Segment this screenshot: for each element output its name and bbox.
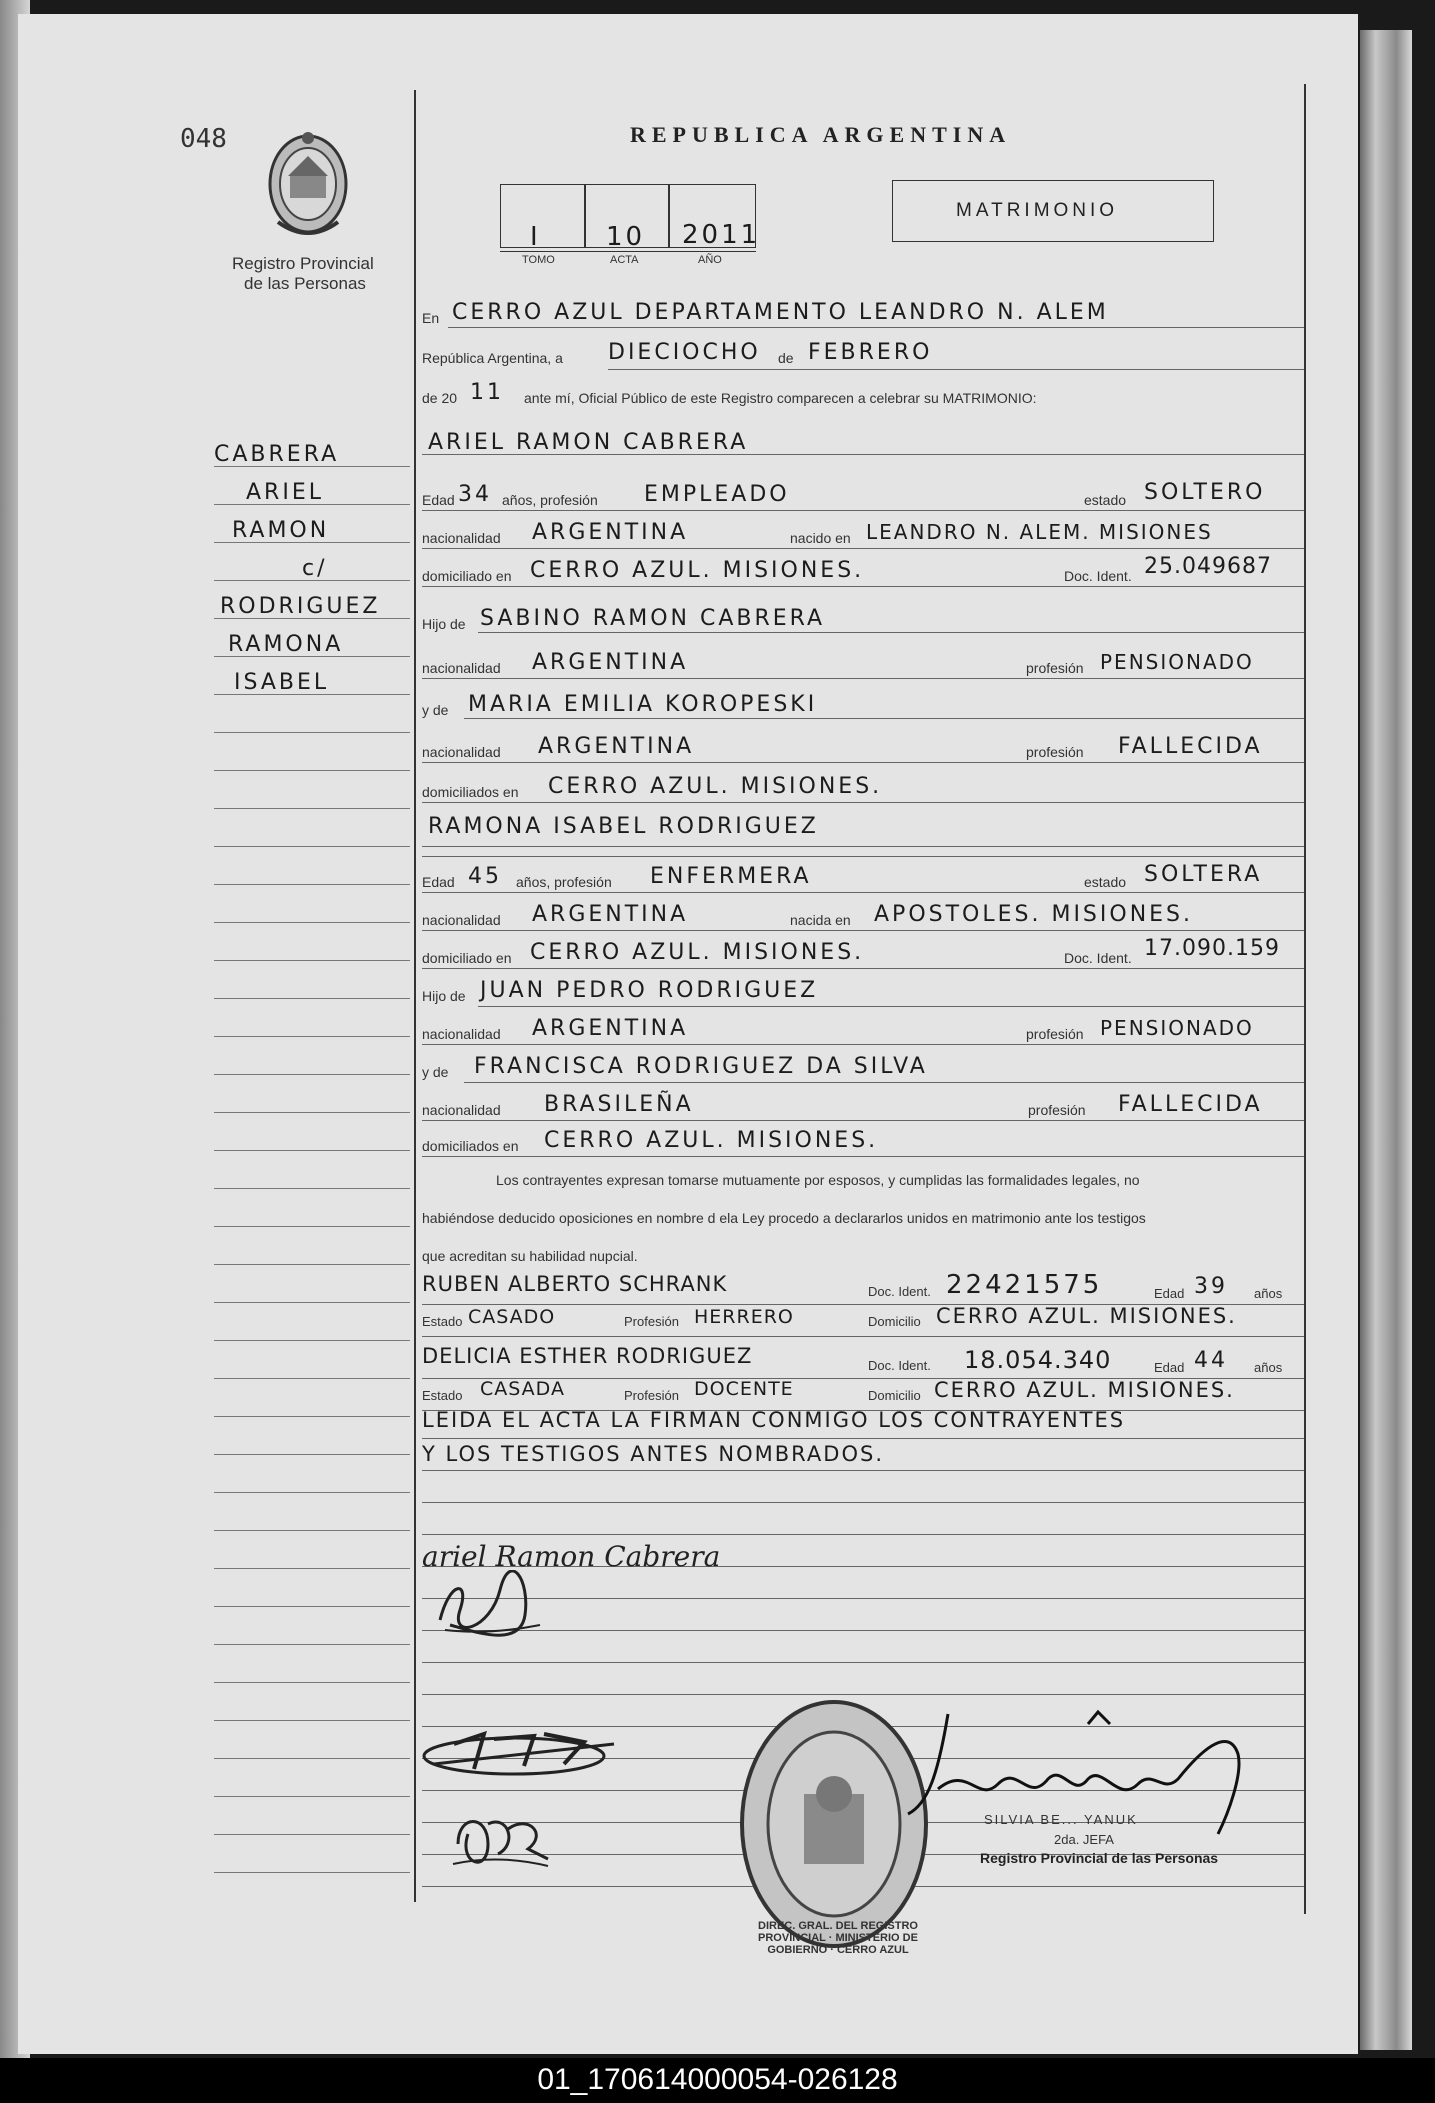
groom-father-profession: PENSIONADO bbox=[1100, 650, 1254, 674]
acta-label: ACTA bbox=[610, 254, 639, 266]
groom-parents-domicile: CERRO AZUL. MISIONES. bbox=[548, 774, 883, 799]
official-name: SILVIA BE... YANUK bbox=[984, 1812, 1138, 1827]
witness2-status: CASADA bbox=[480, 1378, 565, 1400]
estado-label: Estado bbox=[422, 1388, 463, 1403]
declaration-line: Los contrayentes expresan tomarse mutuamente por esposos, y cumplidas las formalidades legales, no bbox=[496, 1172, 1140, 1188]
profesion-label: Profesión bbox=[624, 1388, 679, 1403]
anio-value: 2011 bbox=[682, 220, 761, 250]
profesion-label: Profesión bbox=[624, 1314, 679, 1329]
month-value: FEBRERO bbox=[808, 340, 933, 365]
domiciliados-label: domiciliados en bbox=[422, 1138, 519, 1154]
closing-line: Y LOS TESTIGOS ANTES NOMBRADOS. bbox=[422, 1442, 884, 1466]
official-title: 2da. JEFA bbox=[1054, 1832, 1114, 1847]
margin-note-line: c/ bbox=[302, 556, 328, 581]
yde-label: y de bbox=[422, 702, 449, 718]
closing-line: LEIDA EL ACTA LA FIRMAN CONMIGO LOS CONTRAYENTES bbox=[422, 1408, 1126, 1432]
nacionalidad-label: nacionalidad bbox=[422, 744, 501, 760]
witness1-signature bbox=[414, 1714, 634, 1794]
witness2-name: DELICIA ESTHER RODRIGUEZ bbox=[422, 1344, 753, 1368]
groom-age: 34 bbox=[458, 482, 492, 507]
declaration-line: que acreditan su habilidad nupcial. bbox=[422, 1248, 638, 1264]
witness2-age: 44 bbox=[1194, 1348, 1228, 1373]
anio-label: AÑO bbox=[698, 254, 722, 266]
margin-note-line: RODRIGUEZ bbox=[220, 594, 381, 619]
image-id-bar: 01_170614000054-026128 bbox=[0, 2058, 1435, 2103]
place-value: CERRO AZUL DEPARTAMENTO LEANDRO N. ALEM bbox=[452, 300, 1109, 325]
profesion-label: años, profesión bbox=[516, 874, 612, 890]
witness1-name: RUBEN ALBERTO SCHRANK bbox=[422, 1272, 728, 1296]
bride-signature bbox=[430, 1570, 550, 1640]
day-value: DIECIOCHO bbox=[608, 340, 761, 365]
anos-label: años bbox=[1254, 1360, 1283, 1375]
domiciliados-label: domiciliados en bbox=[422, 784, 519, 800]
doc-label: Doc. Ident. bbox=[1064, 568, 1132, 584]
edad-label: Edad bbox=[422, 874, 455, 890]
book-page-edges bbox=[1360, 30, 1412, 2050]
groom-domicile: CERRO AZUL. MISIONES. bbox=[530, 558, 865, 583]
edad-label: Edad bbox=[1154, 1360, 1185, 1375]
margin-note-line: ARIEL bbox=[246, 480, 324, 505]
groom-father: SABINO RAMON CABRERA bbox=[480, 606, 826, 631]
nacionalidad-label: nacionalidad bbox=[422, 1026, 501, 1042]
estado-label: Estado bbox=[422, 1314, 463, 1329]
bride-status: SOLTERA bbox=[1144, 862, 1263, 887]
year-suffix: 11 bbox=[470, 380, 504, 405]
margin-note-line: RAMONA bbox=[228, 632, 344, 657]
profesion-label: profesión bbox=[1026, 744, 1084, 760]
witness2-domicile: CERRO AZUL. MISIONES. bbox=[934, 1378, 1235, 1402]
bride-name: RAMONA ISABEL RODRIGUEZ bbox=[428, 814, 819, 839]
estado-label: estado bbox=[1084, 492, 1127, 508]
margin-note-line: RAMON bbox=[232, 518, 330, 543]
republica-label: República Argentina, a bbox=[422, 350, 563, 366]
profesion-label: años, profesión bbox=[502, 492, 598, 508]
domicilio-label: Domicilio bbox=[868, 1314, 921, 1329]
groom-nationality: ARGENTINA bbox=[532, 520, 689, 545]
edad-label: Edad bbox=[1154, 1286, 1185, 1301]
margin-divider bbox=[414, 90, 416, 1902]
witness2-signature bbox=[448, 1804, 558, 1874]
bride-doc: 17.090.159 bbox=[1144, 936, 1280, 961]
witness2-doc: 18.054.340 bbox=[964, 1346, 1112, 1374]
doc-label: Doc. Ident. bbox=[868, 1284, 931, 1299]
edad-label: Edad bbox=[422, 492, 455, 508]
hijo-label: Hijo de bbox=[422, 988, 466, 1004]
bride-mother-nationality: BRASILEÑA bbox=[544, 1092, 694, 1117]
official-registry: Registro Provincial de las Personas bbox=[980, 1850, 1219, 1866]
tomo-value: I bbox=[530, 222, 541, 252]
nacido-label: nacido en bbox=[790, 530, 851, 546]
witness1-domicile: CERRO AZUL. MISIONES. bbox=[936, 1304, 1237, 1328]
bride-domicile: CERRO AZUL. MISIONES. bbox=[530, 940, 865, 965]
right-border bbox=[1304, 84, 1306, 1914]
groom-status: SOLTERO bbox=[1144, 480, 1266, 505]
certificate-page bbox=[18, 14, 1358, 2054]
groom-father-nationality: ARGENTINA bbox=[532, 650, 689, 675]
nacionalidad-label: nacionalidad bbox=[422, 530, 501, 546]
groom-profession: EMPLEADO bbox=[644, 482, 790, 507]
de-label: de bbox=[778, 350, 794, 366]
seal-text: DIREC. GRAL. DEL REGISTRO PROVINCIAL · MINISTERIO DE GOBIERNO · CERRO AZUL bbox=[758, 1920, 918, 1956]
yde-label: y de bbox=[422, 1064, 449, 1080]
groom-name: ARIEL RAMON CABRERA bbox=[428, 430, 749, 455]
country-title: REPUBLICA ARGENTINA bbox=[630, 122, 1012, 147]
anos-label: años bbox=[1254, 1286, 1283, 1301]
bride-birthplace: APOSTOLES. MISIONES. bbox=[874, 902, 1194, 927]
groom-birthplace: LEANDRO N. ALEM. MISIONES bbox=[866, 520, 1213, 544]
tomo-label: TOMO bbox=[522, 254, 555, 266]
page-number: 048 bbox=[180, 124, 227, 154]
estado-label: estado bbox=[1084, 874, 1127, 890]
bride-nationality: ARGENTINA bbox=[532, 902, 689, 927]
witness1-status: CASADO bbox=[468, 1306, 556, 1328]
doc-label: Doc. Ident. bbox=[1064, 950, 1132, 966]
bride-profession: ENFERMERA bbox=[650, 864, 812, 889]
en-label: En bbox=[422, 310, 440, 326]
margin-note-line: CABRERA bbox=[214, 442, 340, 467]
declaration-line: habiéndose deducido oposiciones en nombre d ela Ley procedo a declararlos unidos en matrimonio ante los testigos bbox=[422, 1210, 1146, 1226]
groom-mother-nationality: ARGENTINA bbox=[538, 734, 695, 759]
bride-mother-profession: FALLECIDA bbox=[1118, 1092, 1263, 1117]
witness1-profession: HERRERO bbox=[694, 1306, 794, 1328]
act-type: MATRIMONIO bbox=[956, 200, 1119, 221]
registry-name-line2: de las Personas bbox=[244, 274, 366, 293]
witness1-doc: 22421575 bbox=[946, 1270, 1103, 1300]
groom-mother-profession: FALLECIDA bbox=[1118, 734, 1263, 759]
witness2-profession: DOCENTE bbox=[694, 1378, 794, 1400]
bride-father-nationality: ARGENTINA bbox=[532, 1016, 689, 1041]
bride-mother: FRANCISCA RODRIGUEZ DA SILVA bbox=[474, 1054, 928, 1079]
bride-father-profession: PENSIONADO bbox=[1100, 1016, 1254, 1040]
bride-parents-domicile: CERRO AZUL. MISIONES. bbox=[544, 1128, 879, 1153]
nacionalidad-label: nacionalidad bbox=[422, 1102, 501, 1118]
provincial-coat-of-arms bbox=[258, 126, 358, 246]
year-prefix: de 20 bbox=[422, 390, 458, 406]
tomo-box bbox=[500, 184, 586, 248]
registry-name-line1: Registro Provincial bbox=[232, 254, 374, 273]
profesion-label: profesión bbox=[1026, 1026, 1084, 1042]
nacionalidad-label: nacionalidad bbox=[422, 660, 501, 676]
groom-mother: MARIA EMILIA KOROPESKI bbox=[468, 692, 818, 717]
appearance-statement: ante mí, Oficial Público de este Registro comparecen a celebrar su MATRIMONIO: bbox=[524, 390, 1037, 406]
profesion-label: profesión bbox=[1026, 660, 1084, 676]
doc-label: Doc. Ident. bbox=[868, 1358, 931, 1373]
hijo-label: Hijo de bbox=[422, 616, 466, 632]
domicilio-label: Domicilio bbox=[868, 1388, 921, 1403]
domiciliado-label: domiciliado en bbox=[422, 950, 512, 966]
bride-father: JUAN PEDRO RODRIGUEZ bbox=[480, 978, 819, 1003]
nacionalidad-label: nacionalidad bbox=[422, 912, 501, 928]
groom-signature: ariel Ramon Cabrera bbox=[422, 1540, 721, 1573]
acta-value: 10 bbox=[606, 222, 646, 252]
groom-doc: 25.049687 bbox=[1144, 554, 1272, 579]
bride-age: 45 bbox=[468, 864, 502, 889]
domiciliado-label: domiciliado en bbox=[422, 568, 512, 584]
profesion-label: profesión bbox=[1028, 1102, 1086, 1118]
witness1-age: 39 bbox=[1194, 1274, 1228, 1299]
margin-note-line: ISABEL bbox=[234, 670, 330, 695]
nacida-label: nacida en bbox=[790, 912, 851, 928]
